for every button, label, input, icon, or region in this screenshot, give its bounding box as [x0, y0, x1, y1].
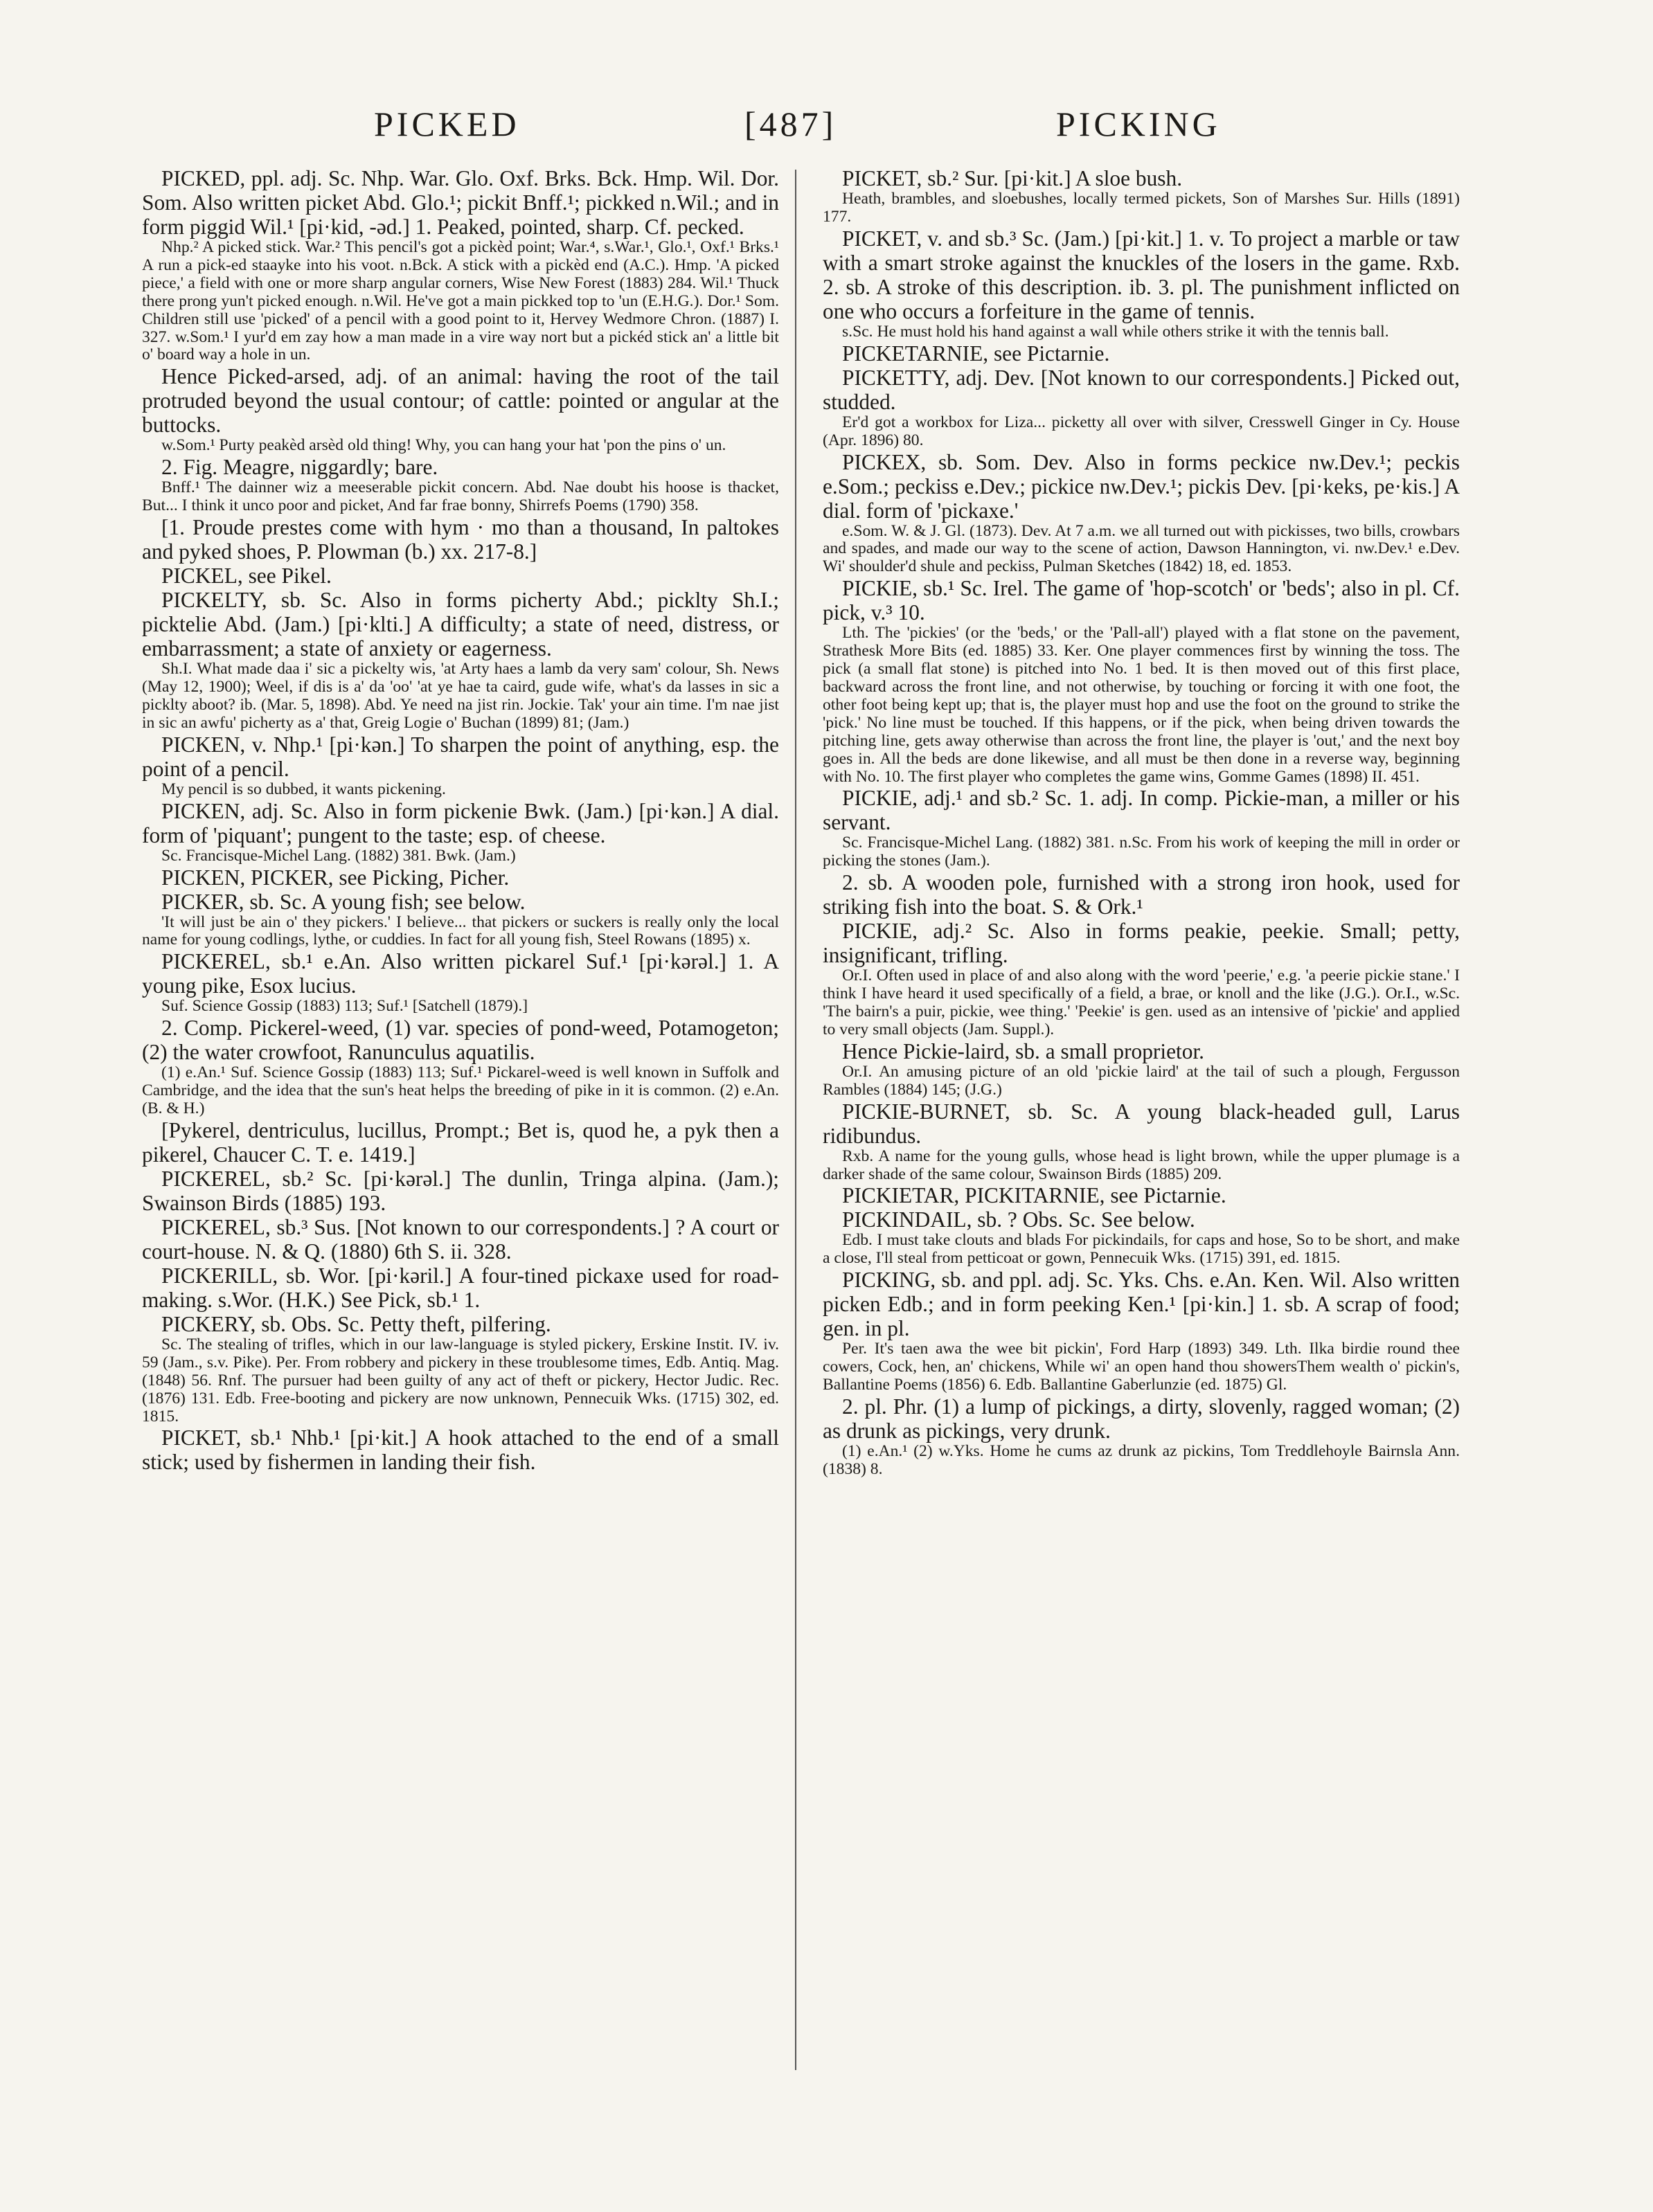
citation-text: 'It will just be ain o' they pickers.' I believe... that pickers or suckers is really only the local name for young codlings, lythe, or cuddies. In fact for all young fish, Steel Rowans (1895) x.: [142, 912, 779, 949]
entry-text: PICKELTY, sb. Sc. Also in forms picherty Abd.; picklty Sh.I.; picktelie Abd. (Jam.) [pi·klti.] A difficulty; a state of need, distress, or embarrassment; a state of anxiety or eagerness.: [142, 588, 779, 661]
page-number: [487]: [744, 105, 837, 143]
entry-text: PICKEREL, sb.³ Sus. [Not known to our correspondents.] ? A court or court-house. N. & Q. (1880) 6th S. ii. 328.: [142, 1214, 779, 1264]
running-head-right: PICKING: [1056, 105, 1221, 143]
entry-text: 2. Comp. Pickerel-weed, (1) var. species of pond-weed, Potamogeton; (2) the water crowfoot, Ranunculus aquatilis.: [142, 1016, 779, 1065]
citation-text: Suf. Science Gossip (1883) 113; Suf.¹ [Satchell (1879).]: [161, 997, 528, 1016]
entry-text: PICKED, ppl. adj. Sc. Nhp. War. Glo. Oxf. Brks. Bck. Hmp. Wil. Dor. Som. Also written picket Abd. Glo.¹; pickit Bnff.¹; pickked n.Wil.; and in form piggid Wil.¹ [pi·kid, -əd.] 1. Peaked, pointed, sharp. Cf. pecked.: [142, 166, 779, 239]
entry-text: PICKET, sb.¹ Nhb.¹ [pi·kit.] A hook attached to the end of a small stick; used by fishermen in landing their fish.: [142, 1426, 779, 1475]
entry-text: PICKIE-BURNET, sb. Sc. A young black-headed gull, Larus ridibundus.: [823, 1099, 1460, 1148]
entry-text: PICKEN, v. Nhp.¹ [pi·kən.] To sharpen the point of anything, esp. the point of a pencil.: [142, 732, 779, 781]
entry-text: PICKING, sb. and ppl. adj. Sc. Yks. Chs. e.An. Ken. Wil. Also written picken Edb.; and in form peeking Ken.¹ [pi·kin.] 1. sb. A scrap of food; gen. in pl.: [823, 1268, 1460, 1341]
entry-text: [Pykerel, dentriculus, lucillus, Prompt.; Bet is, quod he, a pyk then a pikerel, Chaucer C. T. e. 1419.]: [142, 1117, 779, 1167]
entry-text: PICKET, v. and sb.³ Sc. (Jam.) [pi·kit.] 1. v. To project a marble or taw with a smart stroke against the knuckles of the losers in the game. Rxb. 2. sb. A stroke of this description. ib. 3. pl. The punishment inflicted on one who occurs a forfeiture in the game of tennis.: [823, 226, 1460, 323]
citation-text: Edb. I must take clouts and blads For pickindails, for caps and hose, So to be short, and make a close, I'll steal from petticoat or gown, Pennecuik Wks. (1715) 391, ed. 1815.: [823, 1231, 1460, 1268]
citation-text: Or.I. An amusing picture of an old 'pickie laird' at the tail of such a plough, Fergusson Rambles (1884) 145; (J.G.): [823, 1062, 1460, 1099]
citation-text: Heath, brambles, and sloebushes, locally termed pickets, Son of Marshes Sur. Hills (1891) 177.: [823, 190, 1460, 226]
entry-text: 2. Fig. Meagre, niggardly; bare.: [161, 455, 438, 480]
entry-text: PICKIE, adj.¹ and sb.² Sc. 1. adj. In comp. Pickie-man, a miller or his servant.: [823, 786, 1460, 835]
entry-text: 2. sb. A wooden pole, furnished with a strong iron hook, used for striking fish into the boat. S. & Ork.¹: [823, 870, 1460, 919]
entry-text: PICKIE, sb.¹ Sc. Irel. The game of 'hop-scotch' or 'beds'; also in pl. Cf. pick, v.³ 10.: [823, 576, 1460, 625]
citation-text: w.Som.¹ Purty peakèd arsèd old thing! Why, you can hang your hat 'pon the pins o' un.: [161, 436, 726, 455]
entry-text: PICKIE, adj.² Sc. Also in forms peakie, peekie. Small; petty, insignificant, trifling.: [823, 919, 1460, 968]
citation-text: Or.I. Often used in place of and also along with the word 'peerie,' e.g. 'a peerie pickie stane.' I think I have heard it used specifically of a field, a brae, or knoll and the like (J.G.). Or.I., w.Sc. 'The bairn's a puir, pickie, wee thing.' 'Peekie' is gen. used as an intensive of 'pickie' and applied to very small objects (Jam. Suppl.).: [823, 966, 1460, 1038]
citation-text: s.Sc. He must hold his hand against a wall while others strike it with the tennis ball.: [842, 322, 1389, 341]
citation-text: Nhp.² A picked stick. War.² This pencil's got a pickèd point; War.⁴, s.War.¹, Glo.¹, Oxf.¹ Brks.¹ A run a pick-ed staayke into his voot. n.Bck. A stick with a pickèd end (A.C.). Hmp. 'A picked piece,' a field with one or more sharp angular corners, Wise New Forest (1883) 284. Wil.¹ Thuck there prong yun't picked enough. n.Wil. He've got a main pickked top to 'un (E.H.G.). Dor.¹ Som. Children still use 'picked' of a pencil with a good point to it, Hervey Wedmore Chron. (1887) I. 327. w.Som.¹ I yur'd em zay how a man made in a vire way nort but a pickéd stick an' a little bit o' board way a hole in un.: [142, 238, 779, 364]
entry-text: PICKEX, sb. Som. Dev. Also in forms peckice nw.Dev.¹; peckis e.Som.; peckiss e.Dev.; pickice nw.Dev.¹; pickis Dev. [pi·keks, pe·kis.] A dial. form of 'pickaxe.': [823, 449, 1460, 523]
entry-text: PICKEREL, sb.¹ e.An. Also written pickarel Suf.¹ [pi·kərəl.] 1. A young pike, Esox lucius.: [142, 949, 779, 998]
citation-text: Lth. The 'pickies' (or the 'beds,' or the 'Pall-all') played with a flat stone on the pavement, Strathesk More Bits (ed. 1885) 33. Ker. One player commences first by winning the toss. The pick (a small flat stone) is pitched into No. 1 bed. It is then moved out of this first place, backward across the front line, and not otherwise, by touching or forcing it with one foot, the other foot being kept up; that is, the player must hop and use the foot on the ground to strike the 'pick.' No line must be touched. If this happens, or if the pick, when being driven towards the pitching line, gets away otherwise than across the front line, the player is 'out,' and the next boy goes in. All the beds are done likewise, and all must be then done in a reverse way, beginning with No. 10. The first player who completes the game wins, Gomme Games (1898) II. 451.: [823, 624, 1460, 786]
citation-text: (1) e.An.¹ Suf. Science Gossip (1883) 113; Suf.¹ Pickarel-weed is well known in Suffolk and Cambridge, and the idea that the sun's heat helps the breeding of pike in it is common. (2) e.An. (B. & H.): [142, 1063, 779, 1118]
entry-text: PICKER, sb. Sc. A young fish; see below.: [161, 889, 526, 914]
entry-text: PICKETARNIE, see Pictarnie.: [842, 341, 1110, 366]
citation-text: Sc. The stealing of trifles, which in our law-language is styled pickery, Erskine Instit. IV. iv. 59 (Jam., s.v. Pike). Per. From robbery and pickery in these troublesome times, Edb. Antiq. Mag. (1848) 56. Rnf. The pursuer had been guilty of any act of theft or pickery, Hector Judic. Rec. (1876) 131. Edb. Free-booting and pickery are now unknown, Pennecuik Wks. (1715) 302, ed. 1815.: [142, 1335, 779, 1426]
entry-text: PICKEL, see Pikel.: [161, 564, 332, 588]
entry-text: Hence Pickie-laird, sb. a small proprietor.: [842, 1038, 1205, 1063]
running-head-left: PICKED: [374, 105, 520, 143]
citation-text: Sc. Francisque-Michel Lang. (1882) 381. n.Sc. From his work of keeping the mill in order or picking the stones (Jam.).: [823, 834, 1460, 870]
entry-text: PICKINDAIL, sb. ? Obs. Sc. See below.: [842, 1207, 1195, 1232]
left-column: [142, 166, 779, 1474]
entry-text: PICKEREL, sb.² Sc. [pi·kərəl.] The dunlin, Tringa alpina. (Jam.); Swainson Birds (1885) 193.: [142, 1166, 779, 1215]
citation-text: Sh.I. What made daa i' sic a pickelty wis, 'at Arty haes a lamb da very sam' colour, Sh. News (May 12, 1900); Weel, if dis is a' da 'oo' 'at ye hae ta caird, gude wife, what's da lasses in sic a picklty aboot? ib. (Mar. 5, 1898). Abd. Ye need na jist rin. Jockie. Tak' your ain time. I'm nae jist in sic an awfu' picherty as a' that, Greig Logie o' Buchan (1899) 81; (Jam.): [142, 660, 779, 732]
entry-text: [1. Proude prestes come with hym · mo than a thousand, In paltokes and pyked shoes, P. Plowman (b.) xx. 217-8.]: [142, 515, 779, 564]
citation-text: Sc. Francisque-Michel Lang. (1882) 381. Bwk. (Jam.): [161, 846, 516, 865]
citation-text: Er'd got a workbox for Liza... picketty all over with silver, Cresswell Ginger in Cy. House (Apr. 1896) 80.: [823, 413, 1460, 449]
entry-text: PICKETTY, adj. Dev. [Not known to our correspondents.] Picked out, studded.: [823, 365, 1460, 414]
entry-text: 2. pl. Phr. (1) a lump of pickings, a dirty, slovenly, ragged woman; (2) as drunk as pickings, very drunk.: [823, 1394, 1460, 1443]
entry-text: PICKERY, sb. Obs. Sc. Petty theft, pilfering.: [161, 1311, 551, 1336]
citation-text: (1) e.An.¹ (2) w.Yks. Home he cums az drunk az pickins, Tom Treddlehoyle Bairnsla Ann. (1838) 8.: [823, 1442, 1460, 1478]
column-divider: [795, 170, 796, 2070]
citation-text: e.Som. W. & J. Gl. (1873). Dev. At 7 a.m. we all turned out with pickisses, two bills, crowbars and spades, and made our way to the scene of action, Dawson Hannington, vi. nw.Dev.¹ e.Dev. Wi' shoulder'd shule and peckiss, Pulman Sketches (1842) 18, ed. 1853.: [823, 521, 1460, 576]
entry-text: PICKEN, PICKER, see Picking, Picher.: [161, 865, 510, 890]
entry-text: PICKIETAR, PICKITARNIE, see Pictarnie.: [842, 1183, 1226, 1208]
entry-text: PICKET, sb.² Sur. [pi·kit.] A sloe bush.: [842, 166, 1183, 190]
citation-text: Rxb. A name for the young gulls, whose head is light brown, while the upper plumage is a darker shade of the same colour, Swainson Birds (1885) 209.: [823, 1147, 1460, 1183]
citation-text: Per. It's taen awa the wee bit pickin', Ford Harp (1893) 349. Lth. Ilka birdie round thee cowers, Cock, hen, an' chickens, While wi' an open hand thou showersThem wealth o' pickin's, Ballantine Poems (1856) 6. Edb. Ballantine Gaberlunzie (ed. 1875) Gl.: [823, 1340, 1460, 1394]
entry-text: PICKEN, adj. Sc. Also in form pickenie Bwk. (Jam.) [pi·kən.] A dial. form of 'piquant'; pungent to the taste; esp. of cheese.: [142, 798, 779, 847]
citation-text: Bnff.¹ The dainner wiz a meeserable pickit concern. Abd. Nae doubt his hoose is thacket, But... I think it unco poor and picket, And far frae bonny, Shirrefs Poems (1790) 358.: [142, 478, 779, 515]
citation-text: My pencil is so dubbed, it wants pickening.: [161, 780, 446, 798]
right-column: [823, 166, 1460, 1479]
entry-text: PICKERILL, sb. Wor. [pi·kəril.] A four-tined pickaxe used for road-making. s.Wor. (H.K.) See Pick, sb.¹ 1.: [142, 1263, 779, 1312]
entry-text: Hence Picked-arsed, adj. of an animal: having the root of the tail protruded beyond the usual contour; of cattle: pointed or angular at the buttocks.: [142, 364, 779, 438]
